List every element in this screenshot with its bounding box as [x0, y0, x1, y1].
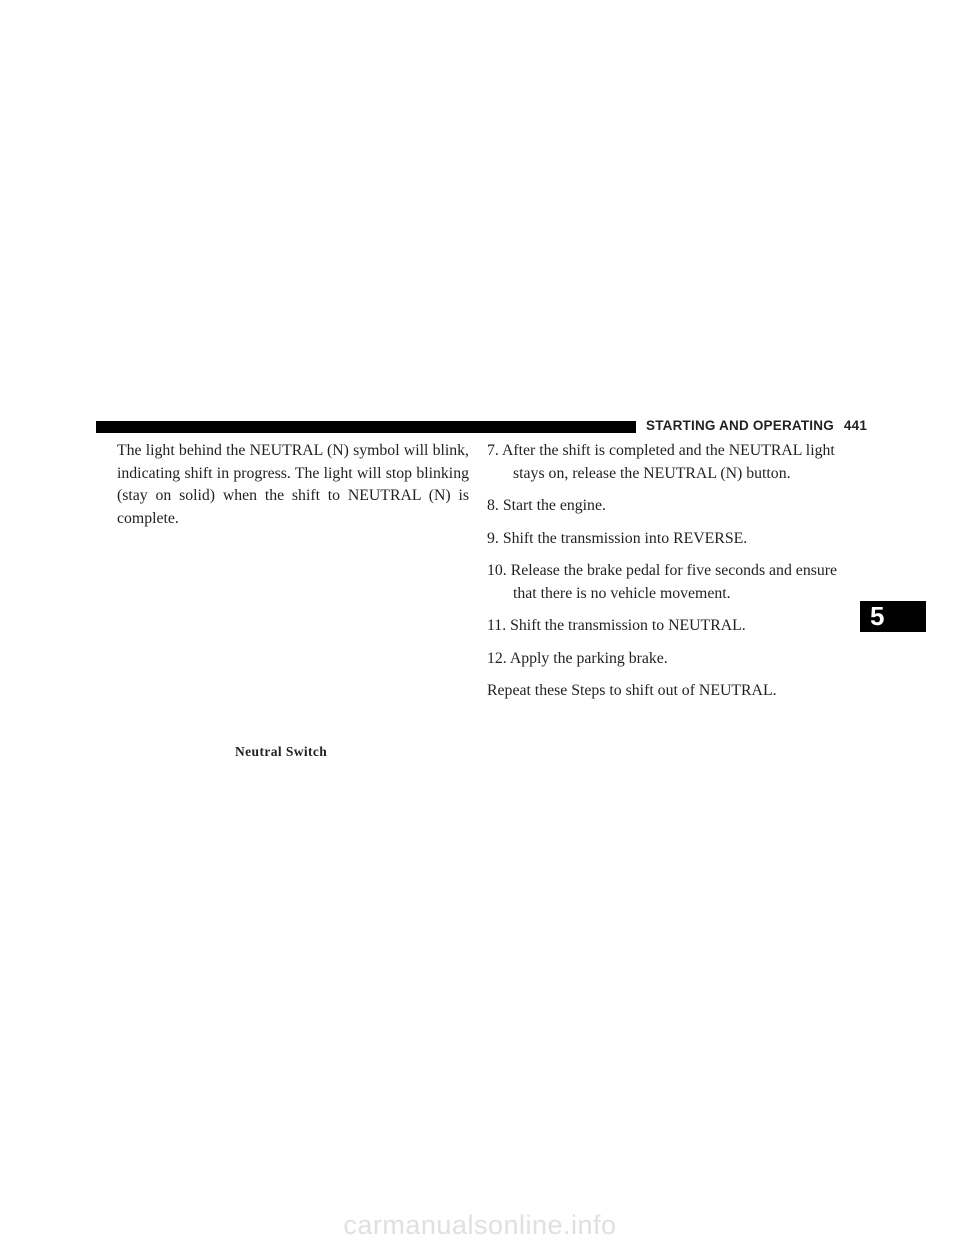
step-9	[487, 528, 864, 551]
section-title: STARTING AND OPERATING	[646, 418, 834, 433]
step-text-continued: that there is no vehicle movement.	[513, 584, 731, 602]
chapter-tab: 5	[860, 601, 926, 632]
step-12	[487, 648, 864, 671]
step-number: 7.	[487, 442, 499, 459]
step-number: 9.	[487, 529, 499, 547]
step-text-continued: stays on, release the NEUTRAL (N) button.	[513, 464, 791, 482]
step-number: 11.	[487, 617, 507, 634]
right-column	[487, 440, 864, 703]
left-column	[117, 440, 469, 530]
figure-caption: Neutral Switch	[235, 744, 328, 759]
watermark: carmanualsonline.info	[343, 1210, 617, 1240]
step-10	[487, 560, 864, 605]
body-paragraph: The light behind the NEUTRAL (N) symbol will blink, indicating shift in progress. The light will stop blinking (stay on solid) when the shift to NEUTRAL (N) is complete.	[117, 442, 469, 527]
page-number: 441	[843, 418, 868, 433]
closing-paragraph: Repeat these Steps to shift out of NEUTRAL.	[487, 682, 777, 699]
step-text: Apply the parking brake.	[509, 649, 668, 667]
step-7	[487, 440, 864, 485]
running-header	[646, 418, 867, 433]
header-rule	[96, 421, 636, 433]
step-8	[487, 495, 864, 518]
step-number: 12.	[487, 649, 507, 667]
step-text: Shift the transmission into REVERSE.	[502, 529, 748, 547]
step-text: Shift the transmission to NEUTRAL.	[510, 617, 746, 634]
step-number: 10.	[487, 562, 507, 579]
step-text: Start the engine.	[502, 497, 606, 514]
step-number: 8.	[487, 497, 499, 514]
step-text: Release the brake pedal for five seconds and ensure	[510, 562, 838, 579]
step-11	[487, 615, 864, 638]
step-text: After the shift is completed and the NEUTRAL light	[501, 442, 835, 459]
